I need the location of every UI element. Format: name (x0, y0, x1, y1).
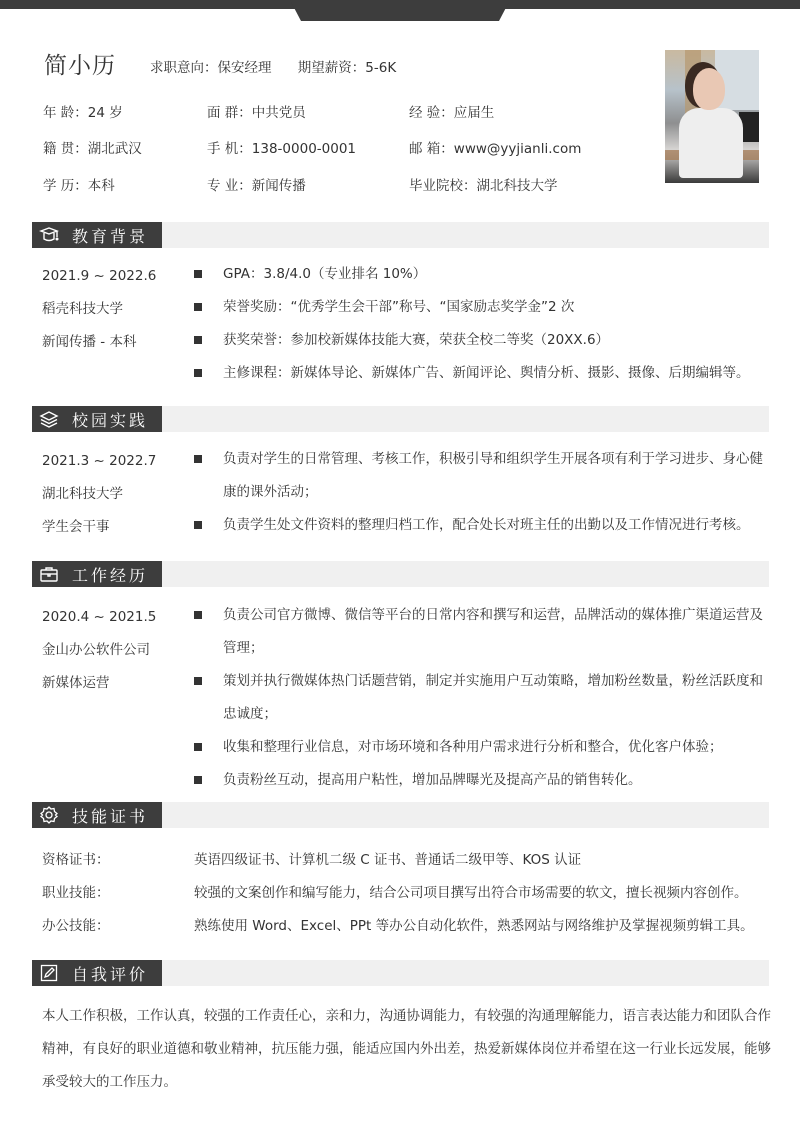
section-header-education (32, 222, 769, 248)
work-company: 金山办公软件公司 (42, 642, 150, 658)
work-period: 2020.4 ~ 2021.5 (42, 609, 157, 625)
self-evaluation-text: 本人工作积极，工作认真，较强的工作责任心，亲和力，沟通协调能力，有较强的沟通理解能力，语言表达能力和团队合作精神，有良好的职业道德和敬业精神，抗压能力强，能适应国内外出差，热爱新媒体岗位并希望在这一行业长远发展，能够承受较大的工作压力。 (42, 1008, 771, 1090)
education-meta (42, 266, 156, 365)
education-period: 2021.9 ~ 2022.6 (42, 268, 157, 284)
work-bullets (194, 599, 774, 797)
info-education: 学 历：本科 (43, 178, 115, 194)
skill-value: 较强的文案创作和编写能力，结合公司项目撰写出符合市场需要的软文，擅长视频内容创作。 (194, 885, 748, 901)
campus-period: 2021.3 ~ 2022.7 (42, 453, 157, 469)
section-title: 技能证书 (72, 806, 149, 826)
list-item: 策划并执行微媒体热门话题营销，制定并实施用户互动策略，增加粉丝数量，粉丝活跃度和忠诚度； (194, 665, 774, 731)
job-intent-line (150, 56, 418, 76)
info-email: 邮 箱：www@yyjianli.com (409, 141, 582, 157)
top-decoration-tab (290, 0, 510, 21)
skill-label: 职业技能： (42, 885, 110, 901)
list-item: 荣誉奖励：“优秀学生会干部”称号、“国家励志奖学金”2 次 (194, 291, 774, 324)
gear-icon (38, 804, 60, 826)
section-title: 校园实践 (72, 410, 149, 430)
education-major: 新闻传播 - 本科 (42, 334, 137, 350)
campus-meta (42, 451, 156, 550)
info-school: 毕业院校：湖北科技大学 (409, 178, 558, 194)
skill-value: 英语四级证书、计算机二级 C 证书、普通话二级甲等、KOS 认证 (194, 852, 582, 868)
section-header-campus (32, 406, 769, 432)
work-role: 新媒体运营 (42, 675, 110, 691)
expected-salary: 期望薪资：5-6K (297, 60, 397, 76)
section-header-self (32, 960, 769, 986)
info-hometown: 籍 贯：湖北武汉 (43, 141, 142, 157)
job-intent: 求职意向：保安经理 (150, 60, 272, 76)
section-header-work (32, 561, 769, 587)
briefcase-icon (38, 563, 60, 585)
education-bullets (194, 258, 774, 390)
list-item: 获奖荣誉：参加校新媒体技能大赛，荣获全校二等奖（20XX.6） (194, 324, 774, 357)
graduation-cap-icon (38, 224, 60, 246)
info-major: 专 业：新闻传播 (207, 178, 306, 194)
section-title: 自我评价 (72, 964, 149, 984)
info-politics: 面 群：中共党员 (207, 105, 306, 121)
edit-icon (38, 962, 60, 984)
section-title: 教育背景 (72, 226, 149, 246)
list-item: 负责粉丝互动，提高用户粘性，增加品牌曝光及提高产品的销售转化。 (194, 764, 774, 797)
campus-role: 学生会干事 (42, 519, 110, 535)
profile-photo (665, 50, 759, 183)
campus-school: 湖北科技大学 (42, 486, 123, 502)
candidate-name: 简小历 (44, 53, 116, 79)
info-age: 年 龄：24 岁 (43, 105, 123, 121)
skill-label: 资格证书： (42, 852, 110, 868)
list-item: 负责公司官方微博、微信等平台的日常内容和撰写和运营，品牌活动的媒体推广渠道运营及管理； (194, 599, 774, 665)
skill-value: 熟练使用 Word、Excel、PPt 等办公自动化软件，熟悉网站与网络维护及掌握视频剪辑工具。 (194, 918, 754, 934)
list-item: GPA：3.8/4.0（专业排名 10%） (194, 258, 774, 291)
section-header-skills (32, 802, 769, 828)
work-meta (42, 607, 156, 706)
education-school: 稻壳科技大学 (42, 301, 123, 317)
list-item: 负责学生处文件资料的整理归档工作，配合处长对班主任的出勤以及工作情况进行考核。 (194, 509, 774, 542)
list-item: 主修课程：新媒体导论、新媒体广告、新闻评论、舆情分析、摄影、摄像、后期编辑等。 (194, 357, 774, 390)
list-item: 负责对学生的日常管理、考核工作，积极引导和组织学生开展各项有利于学习进步、身心健康的课外活动； (194, 443, 774, 509)
skill-label: 办公技能： (42, 918, 110, 934)
campus-bullets (194, 443, 774, 542)
list-item: 收集和整理行业信息，对市场环境和各种用户需求进行分析和整合，优化客户体验； (194, 731, 774, 764)
info-phone: 手 机：138-0000-0001 (207, 141, 357, 157)
info-experience: 经 验：应届生 (409, 105, 495, 121)
layers-icon (38, 408, 60, 430)
section-title: 工作经历 (72, 565, 149, 585)
